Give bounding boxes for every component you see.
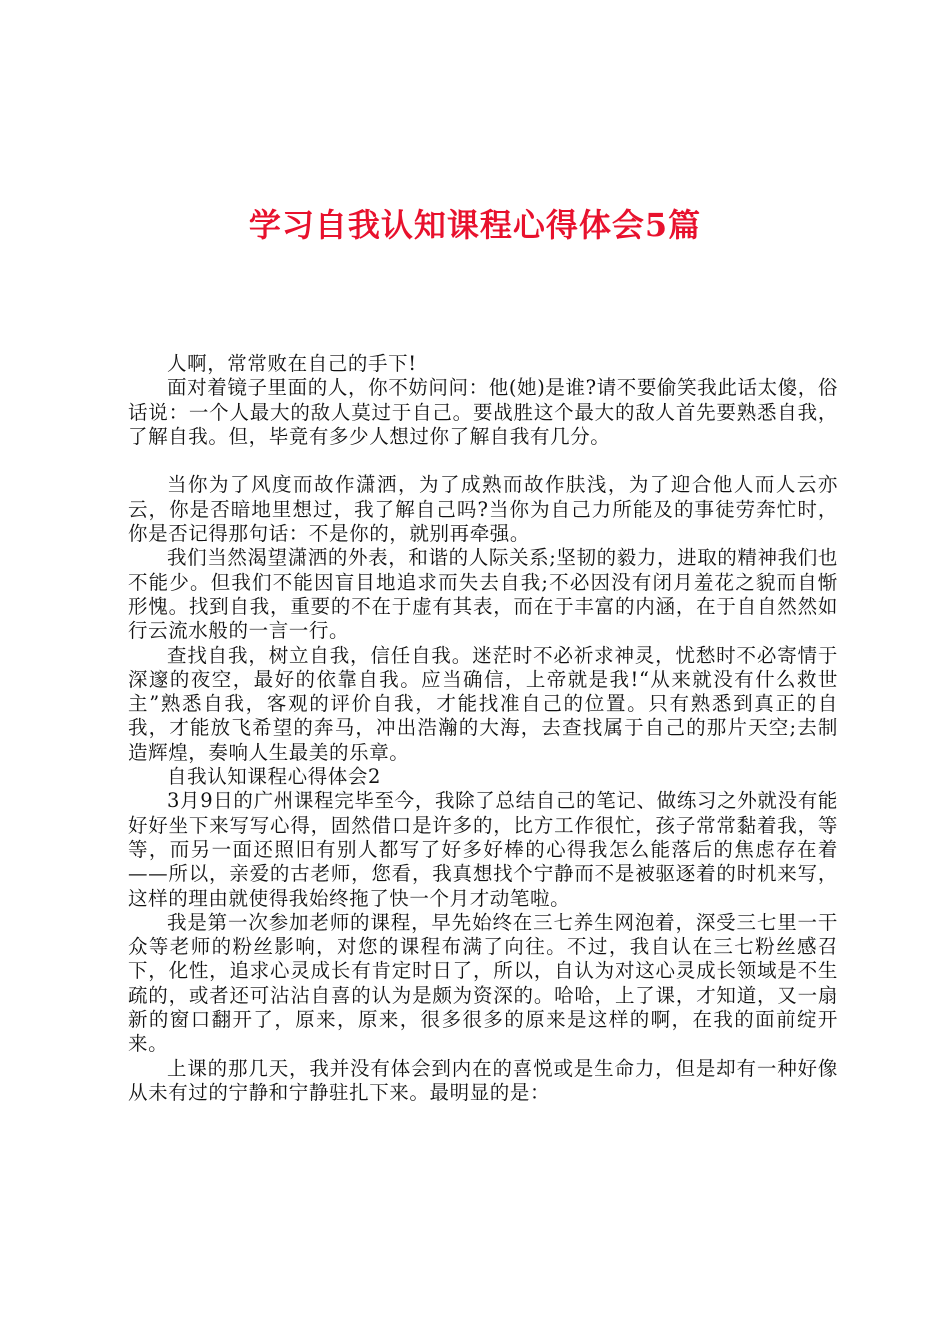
paragraph: 面对着镜子里面的人，你不妨问问：他(她)是谁?请不要偷笑我此话太傻，俗话说：一个人最大的敌人莫过于自己。要战胜这个最大的敌人首先要熟悉自我，了解自我。但，毕竟有多少人想过你了解自我有几分。 [128, 376, 838, 448]
document-title: 学习自我认知课程心得体会5篇 [248, 206, 702, 244]
paragraph: 人啊，常常败在自己的手下! [167, 352, 417, 375]
paragraph: 上课的那几天，我并没有体会到内在的喜悦或是生命力，但是却有一种好像从未有过的宁静和宁静驻扎下来。最明显的是： [128, 1056, 838, 1104]
document-body [128, 352, 838, 1105]
paragraph: 我是第一次参加老师的课程，早先始终在三七养生网泡着，深受三七里一干众等老师的粉丝影响，对您的课程布满了向往。不过，我自认在三七粉丝感召下，化性，追求心灵成长有肯定时日了，所以，自认为对这心灵成长领域是不生疏的，或者还可沾沾自喜的认为是颇为资深的。哈哈，上了课，才知道，又一扇新的窗口翻开了，原来，原来，很多很多的原来是这样的啊，在我的面前绽开来。 [128, 910, 838, 1056]
paragraph: 3月9日的广州课程完毕至今，我除了总结自己的笔记、做练习之外就没有能好好坐下来写写心得，固然借口是许多的，比方工作很忙，孩子常常黏着我，等等，而另一面还照旧有别人都写了好多好棒的心得我怎么能落后的焦虑存在着——所以，亲爱的古老师，您看，我真想找个宁静而不是被驱逐着的时机来写，这样的理由就使得我始终拖了快一个月才动笔啦。 [128, 789, 838, 910]
paragraph: 当你为了风度而故作潇洒，为了成熟而故作肤浅，为了迎合他人而人云亦云，你是否暗地里想过，我了解自己吗?当你为自己力所能及的事徒劳奔忙时，你是否记得那句话：不是你的，就别再牵强。 [128, 473, 838, 546]
paragraph: 我们当然渴望潇洒的外表，和谐的人际关系;坚韧的毅力，进取的精神我们也不能少。但我们不能因盲目地追求而失去自我;不必因没有闭月羞花之貌而自惭形愧。找到自我，重要的不在于虚有其表，而在于丰富的内涵，在于自自然然如行云流水般的一言一行。 [128, 546, 838, 643]
section-heading: 自我认知课程心得体会2 [167, 765, 382, 789]
paragraph: 查找自我，树立自我，信任自我。迷茫时不必祈求神灵，忧愁时不必寄情于深邃的夜空，最好的依靠自我。应当确信，上帝就是我!“从来就没有什么救世主”熟悉自我，客观的评价自我，才能找准自己的位置。只有熟悉到真正的自我，才能放飞希望的奔马，冲出浩瀚的大海，去查找属于自己的那片天空;去制造辉煌，奏响人生最美的乐章。 [128, 643, 838, 764]
